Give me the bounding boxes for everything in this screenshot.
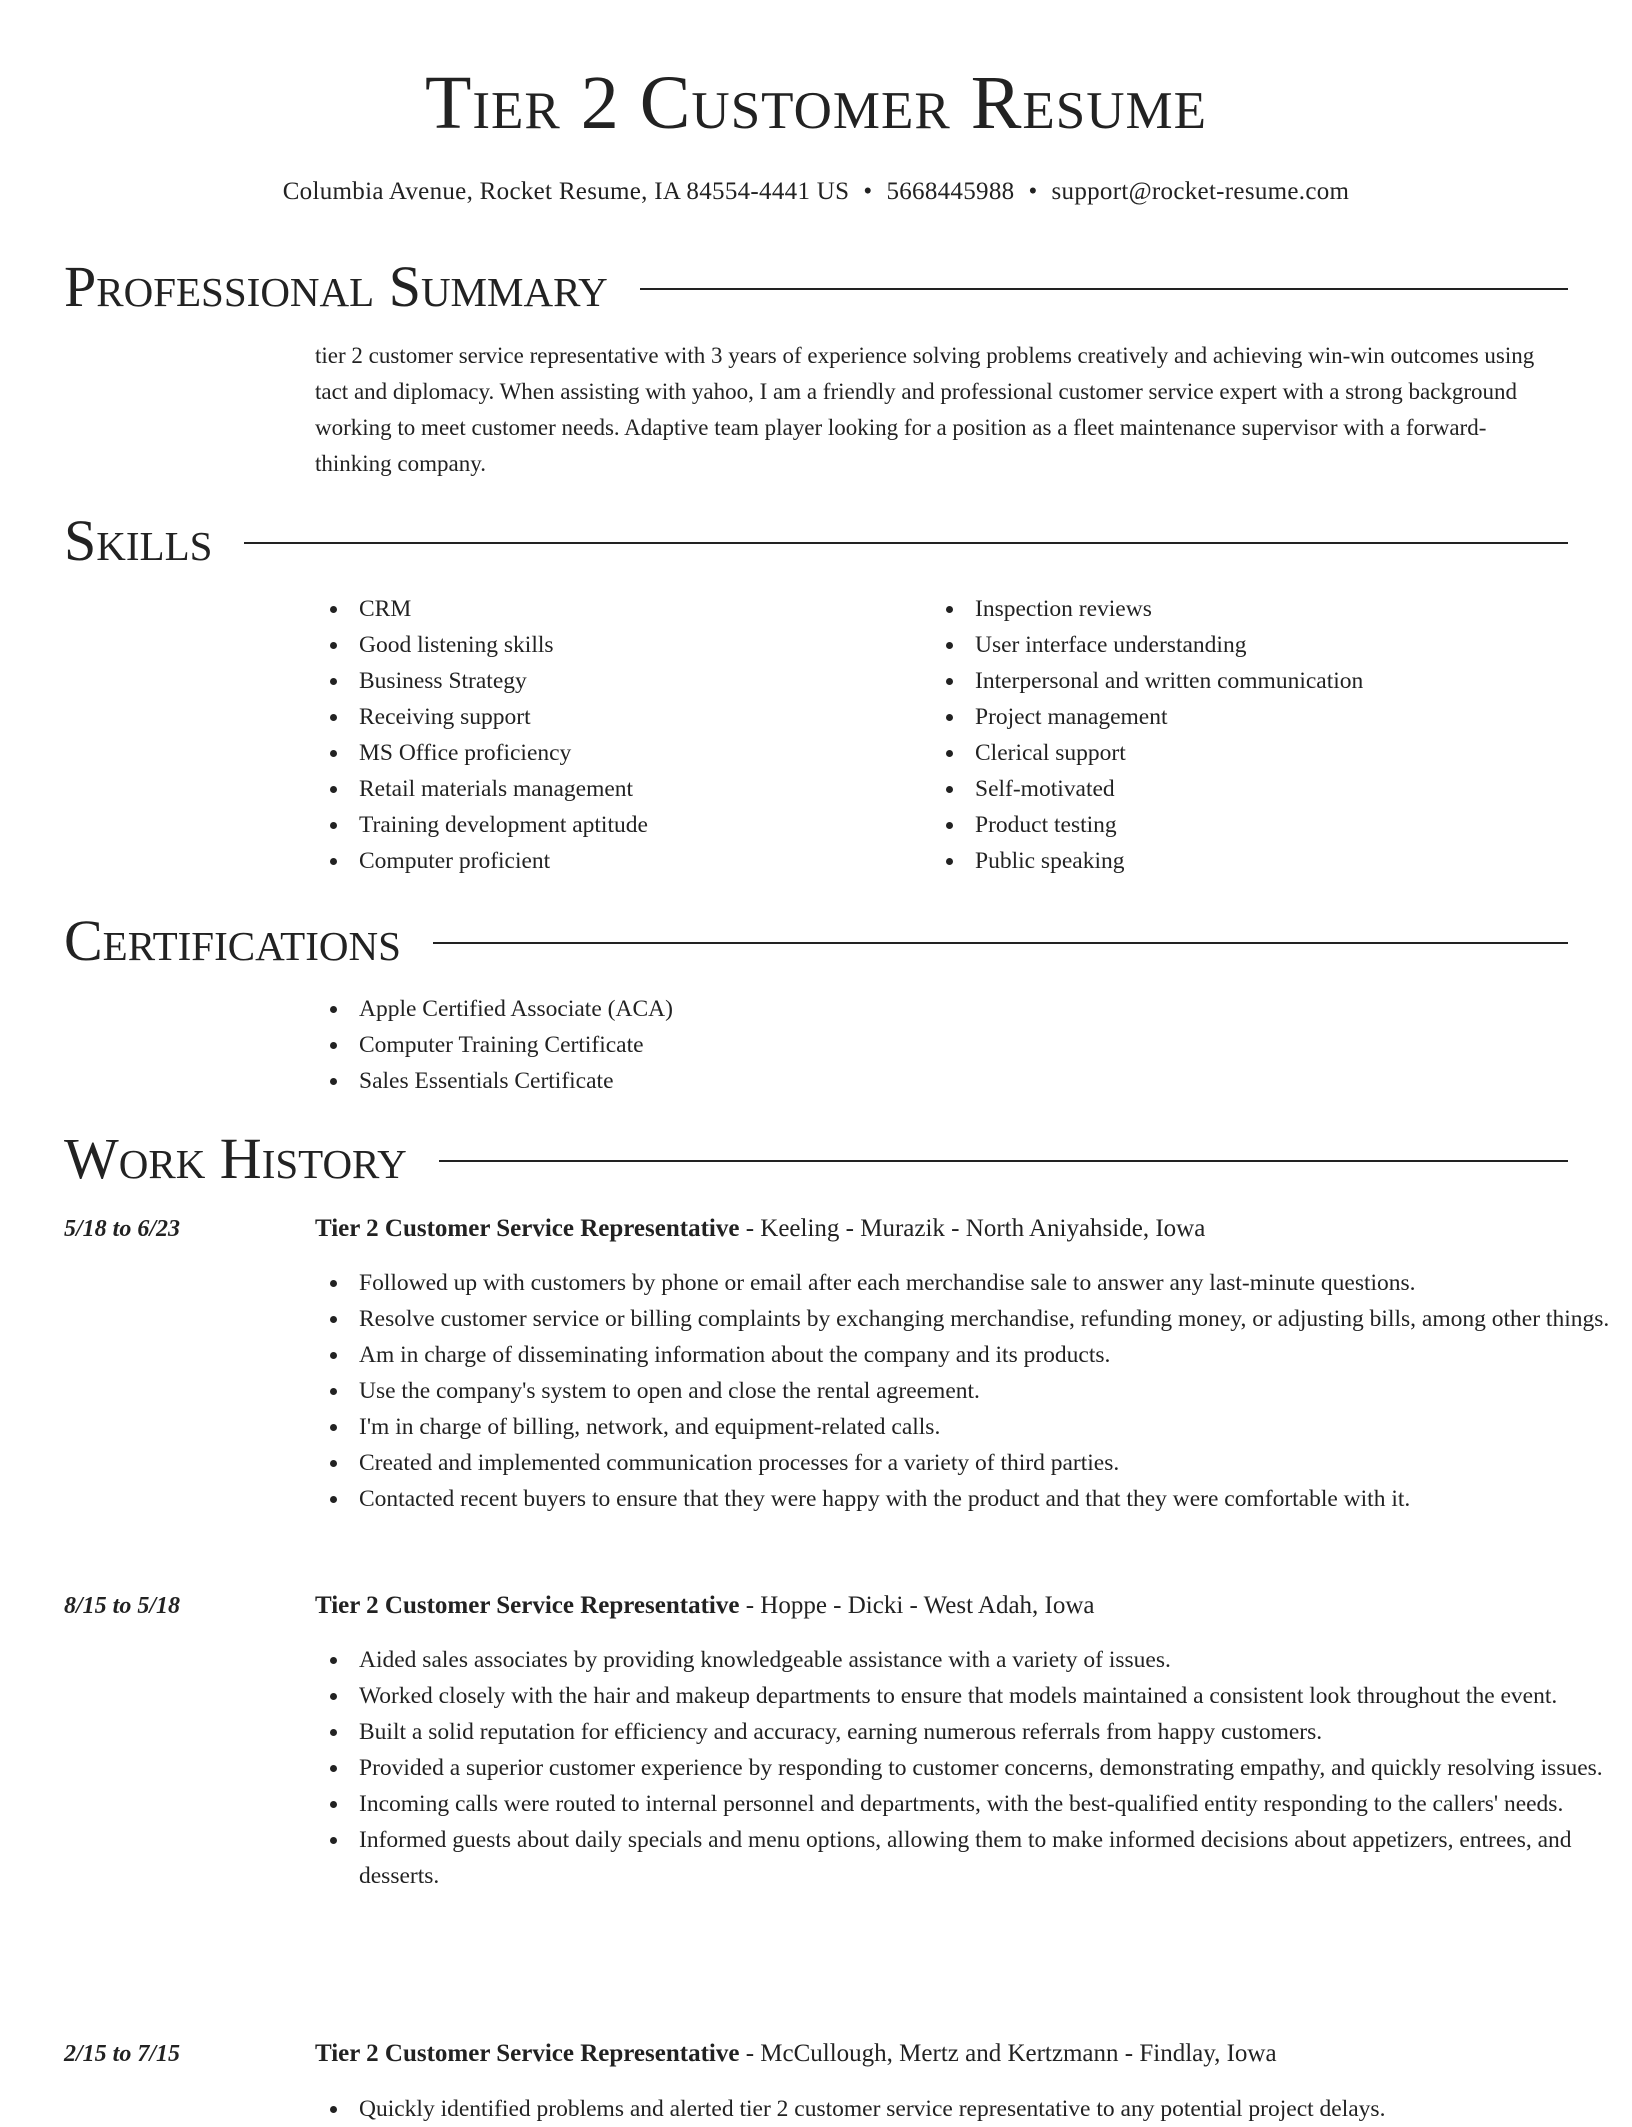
job-bullet: Provided a superior customer experience by responding to customer concerns, demonstrating empathy, and quickly resolving issues. — [315, 1750, 1632, 1786]
job-header — [315, 1589, 1095, 1623]
certifications-block — [315, 991, 1515, 1099]
job-employer: - Hoppe - Dicki - West Adah, Iowa — [739, 1592, 1095, 1619]
job-bullet: Worked closely with the hair and makeup departments to ensure that models maintained a consistent look throughout the event. — [315, 1678, 1632, 1714]
job-title: Tier 2 Customer Service Representative — [315, 1592, 740, 1619]
summary-text: tier 2 customer service representative with 3 years of experience solving problems creatively and achieving win-win outcomes using tact and diplomacy. When assisting with yahoo, I am a friendly and professional customer service expert with a strong background working to meet customer needs. Adaptive team player looking for a position as a fleet maintenance supervisor with a forward-thinking company. — [315, 343, 1535, 476]
summary-heading-text: Professional Summary — [64, 254, 608, 319]
certifications-heading-text: Certifications — [64, 908, 401, 973]
skill-item: Public speaking — [931, 843, 1571, 879]
job-bullet: Contacted recent buyers to ensure that they were happy with the product and that they were comfortable with it. — [315, 1481, 1632, 1517]
certification-item: Computer Training Certificate — [315, 1027, 1515, 1063]
skills-heading — [64, 506, 1568, 576]
job-bullets — [315, 1265, 1632, 1517]
certifications-heading — [64, 906, 1568, 976]
skill-item: Retail materials management — [315, 771, 915, 807]
certifications-list — [315, 991, 1515, 1099]
job-bullet: Am in charge of disseminating information about the company and its products. — [315, 1337, 1632, 1373]
skill-item: Business Strategy — [315, 663, 915, 699]
job-bullet: Followed up with customers by phone or email after each merchandise sale to answer any last-minute questions. — [315, 1265, 1632, 1301]
skill-item: Clerical support — [931, 735, 1571, 771]
job-bullet-list — [315, 2091, 1632, 2127]
work-history-heading — [64, 1124, 1568, 1194]
section-divider — [640, 288, 1568, 290]
skill-item: Product testing — [931, 807, 1571, 843]
job-header — [315, 1212, 1205, 1246]
contact-line — [0, 176, 1632, 208]
job-dates: 2/15 to 7/15 — [64, 2041, 181, 2067]
contact-email: support@rocket-resume.com — [1051, 178, 1350, 205]
skill-item: User interface understanding — [931, 627, 1571, 663]
work-history-heading-text: Work History — [64, 1126, 407, 1191]
job-bullet-list — [315, 1642, 1632, 1894]
job-bullet-list — [315, 1265, 1632, 1517]
skill-item: Interpersonal and written communication — [931, 663, 1571, 699]
skill-item: Inspection reviews — [931, 591, 1571, 627]
job-dates: 8/15 to 5/18 — [64, 1593, 181, 1619]
section-divider — [433, 942, 1568, 944]
skills-list-right — [931, 591, 1571, 879]
skills-list-left — [315, 591, 915, 879]
job-bullet: I'm in charge of billing, network, and equipment-related calls. — [315, 1409, 1632, 1445]
skills-heading-text: Skills — [64, 508, 213, 573]
job-bullets — [315, 2091, 1632, 2127]
job-title: Tier 2 Customer Service Representative — [315, 1215, 740, 1242]
skill-item: Training development aptitude — [315, 807, 915, 843]
job-bullet: Quickly identified problems and alerted tier 2 customer service representative to any potential project delays. — [315, 2091, 1632, 2127]
contact-separator: • — [863, 178, 873, 205]
skill-item: Good listening skills — [315, 627, 915, 663]
job-bullet: Incoming calls were routed to internal personnel and departments, with the best-qualified entity responding to the callers' needs. — [315, 1786, 1632, 1822]
certification-item: Apple Certified Associate (ACA) — [315, 991, 1515, 1027]
skill-item: CRM — [315, 591, 915, 627]
contact-address: Columbia Avenue, Rocket Resume, IA 84554-4441 US — [282, 178, 850, 205]
job-bullet: Use the company's system to open and close the rental agreement. — [315, 1373, 1632, 1409]
contact-separator: • — [1028, 178, 1038, 205]
skills-right-column — [931, 591, 1571, 879]
job-title: Tier 2 Customer Service Representative — [315, 2040, 740, 2067]
job-employer: - McCullough, Mertz and Kertzmann - Findlay, Iowa — [739, 2040, 1277, 2067]
job-bullet: Aided sales associates by providing knowledgeable assistance with a variety of issues. — [315, 1642, 1632, 1678]
job-header — [315, 2037, 1277, 2071]
job-bullet: Built a solid reputation for efficiency and accuracy, earning numerous referrals from happy customers. — [315, 1714, 1632, 1750]
section-divider — [244, 542, 1568, 544]
section-divider — [439, 1160, 1568, 1162]
job-bullet: Created and implemented communication processes for a variety of third parties. — [315, 1445, 1632, 1481]
skill-item: Receiving support — [315, 699, 915, 735]
resume-title: Tier 2 Customer Resume — [424, 61, 1208, 145]
job-dates: 5/18 to 6/23 — [64, 1216, 181, 1242]
skill-item: Self-motivated — [931, 771, 1571, 807]
skill-item: MS Office proficiency — [315, 735, 915, 771]
job-bullet: Resolve customer service or billing complaints by exchanging merchandise, refunding money, or adjusting bills, among other things. — [315, 1301, 1632, 1337]
skill-item: Computer proficient — [315, 843, 915, 879]
certification-item: Sales Essentials Certificate — [315, 1063, 1515, 1099]
skill-item: Project management — [931, 699, 1571, 735]
contact-phone: 5668445988 — [886, 178, 1015, 205]
job-employer: - Keeling - Murazik - North Aniyahside, Iowa — [739, 1215, 1206, 1242]
job-bullets — [315, 1642, 1632, 1894]
summary-heading — [64, 252, 1568, 322]
skills-left-column — [315, 591, 915, 879]
job-bullet: Informed guests about daily specials and menu options, allowing them to make informed decisions about appetizers, entrees, and desserts. — [315, 1822, 1632, 1894]
